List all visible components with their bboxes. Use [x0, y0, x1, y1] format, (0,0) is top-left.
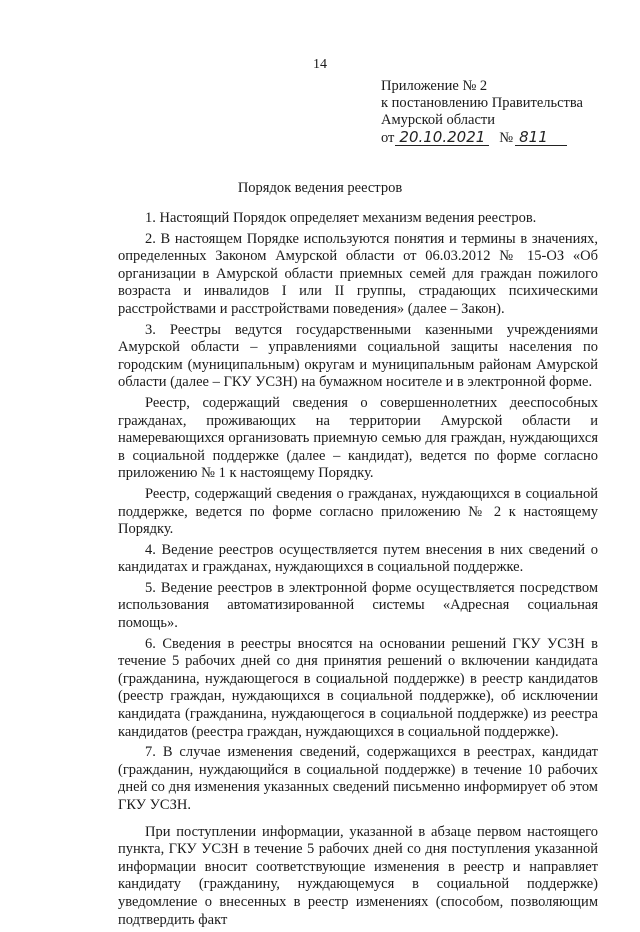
paragraph: Реестр, содержащий сведения о совершеннолетних дееспособных гражданах, проживающих на территории Амурской области и намеревающихся организовать приемную семью для граждан, нуждающихся в социальной поддержке (далее – кандидат), ведется по форме согласно приложению № 1 к настоящему Порядку.: [118, 394, 598, 482]
paragraph: 5. Ведение реестров в электронной форме осуществляется посредством использования автоматизированной системы «Адресная социальная помощь».: [118, 579, 598, 632]
paragraph: 1. Настоящий Порядок определяет механизм ведения реестров.: [145, 210, 537, 226]
number-label: №: [499, 130, 514, 146]
paragraph: 6. Сведения в реестры вносятся на основании решений ГКУ УСЗН в течение 5 рабочих дней со дня принятия решений о включении кандидата (гражданина, нуждающегося в социальной поддержке) в реестр кандидатов (реестр граждан, нуждающихся в социальной поддержке), об исключении кандидата (гражданина, нуждающегося в социальной поддержке) из реестра кандидатов (реестра граждан, нуждающихся в социальной поддержке).: [118, 635, 598, 740]
appendix-header: [381, 78, 621, 147]
date-prefix: от: [381, 130, 395, 146]
paragraph: 2. В настоящем Порядке используются понятия и термины в значениях, определенных Законом Амурской области от 06.03.2012 № 15-ОЗ «Об организации в Амурской области приемных семей для граждан пожилого возраста и инвалидов I или II группы, страдающих психическими расстройствами и расстройствами поведения» (далее – Закон).: [118, 230, 598, 317]
paragraph: Реестр, содержащий сведения о гражданах, нуждающихся в социальной поддержке, ведется по форме согласно приложению № 2 к настоящему Порядку.: [118, 485, 598, 538]
appendix-line-3: Амурской области: [381, 112, 495, 128]
paragraph: 7. В случае изменения сведений, содержащихся в реестрах, кандидат (гражданин, нуждающийся в социальной поддержке) в течение 10 рабочих дней со дня изменения указанных сведений письменно информирует об этом ГКУ УСЗН.: [118, 744, 598, 813]
paragraph: При поступлении информации, указанной в абзаце первом настоящего пункта, ГКУ УСЗН в течение 5 рабочих дней со дня поступления указанной информации вносит соответствующие изменения в реестр и направляет кандидату (гражданину, нуждающемуся в социальной поддержке) уведомление о внесенных в реестр изменениях (способом, позволяющим подтвердить факт: [118, 823, 598, 928]
paragraph: 3. Реестры ведутся государственными казенными учреждениями Амурской области – управлениями социальной защиты населения по городским (муниципальным) округам и муниципальным районам Амурской области (далее – ГКУ УСЗН) на бумажном носителе и в электронной форме.: [118, 321, 598, 391]
appendix-date-number-line: [381, 129, 621, 147]
handwritten-date: 20.10.2021: [395, 129, 489, 146]
handwritten-number: 811: [515, 129, 567, 146]
paragraph: 4. Ведение реестров осуществляется путем внесения в них сведений о кандидатах и гражданах, нуждающихся в социальной поддержке.: [118, 541, 598, 576]
appendix-line-1: Приложение № 2: [381, 78, 488, 94]
document-title: Порядок ведения реестров: [237, 180, 403, 196]
page-number: 14: [313, 57, 327, 72]
appendix-line-2: к постановлению Правительства: [381, 95, 583, 111]
document-body: [118, 210, 598, 932]
